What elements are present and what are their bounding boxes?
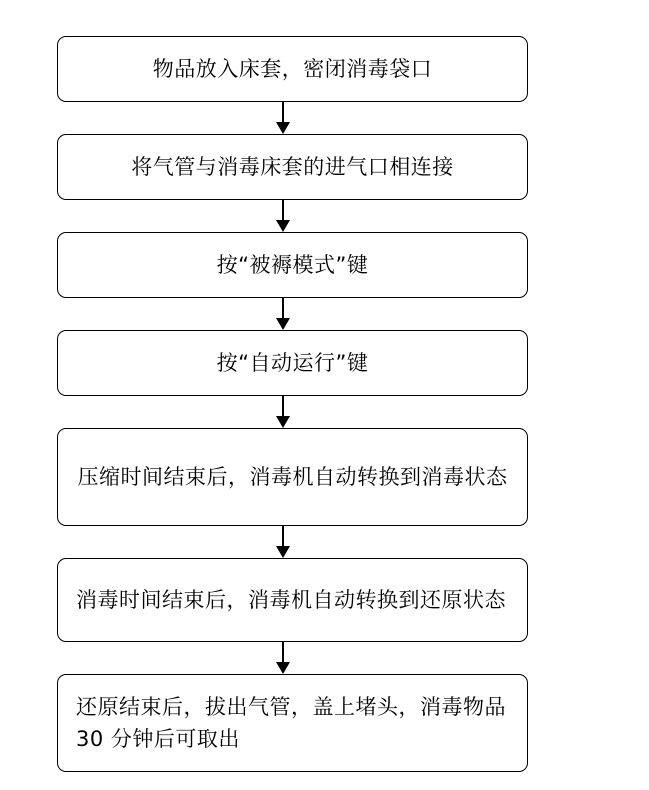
arrow-1-2	[276, 102, 290, 134]
step-5-box	[57, 428, 528, 526]
step-2-text: 将气管与消毒床套的进气口相连接	[131, 155, 454, 179]
step-4-box	[57, 330, 528, 396]
step-7-box	[57, 674, 528, 772]
step-6-text: 消毒时间结束后，消毒机自动转换到还原状态	[76, 588, 506, 612]
step-3-text: 按“被褥模式”键	[216, 253, 369, 277]
step-1-box	[57, 36, 528, 102]
step-7-text: 还原结束后，拔出气管，盖上堵头，消毒物品 30 分钟后可取出	[76, 695, 506, 751]
arrow-5-6	[276, 526, 290, 558]
step-1-text: 物品放入床套，密闭消毒袋口	[152, 57, 433, 81]
arrow-6-7	[276, 642, 290, 674]
step-6-box	[57, 558, 528, 642]
step-5-text: 压缩时间结束后，消毒机自动转换到消毒状态	[77, 465, 508, 489]
arrow-2-3	[276, 200, 290, 232]
step-4-text: 按“自动运行”键	[216, 351, 369, 375]
arrow-4-5	[276, 396, 290, 428]
arrow-3-4	[276, 298, 290, 330]
step-3-box	[57, 232, 528, 298]
step-2-box	[57, 134, 528, 200]
